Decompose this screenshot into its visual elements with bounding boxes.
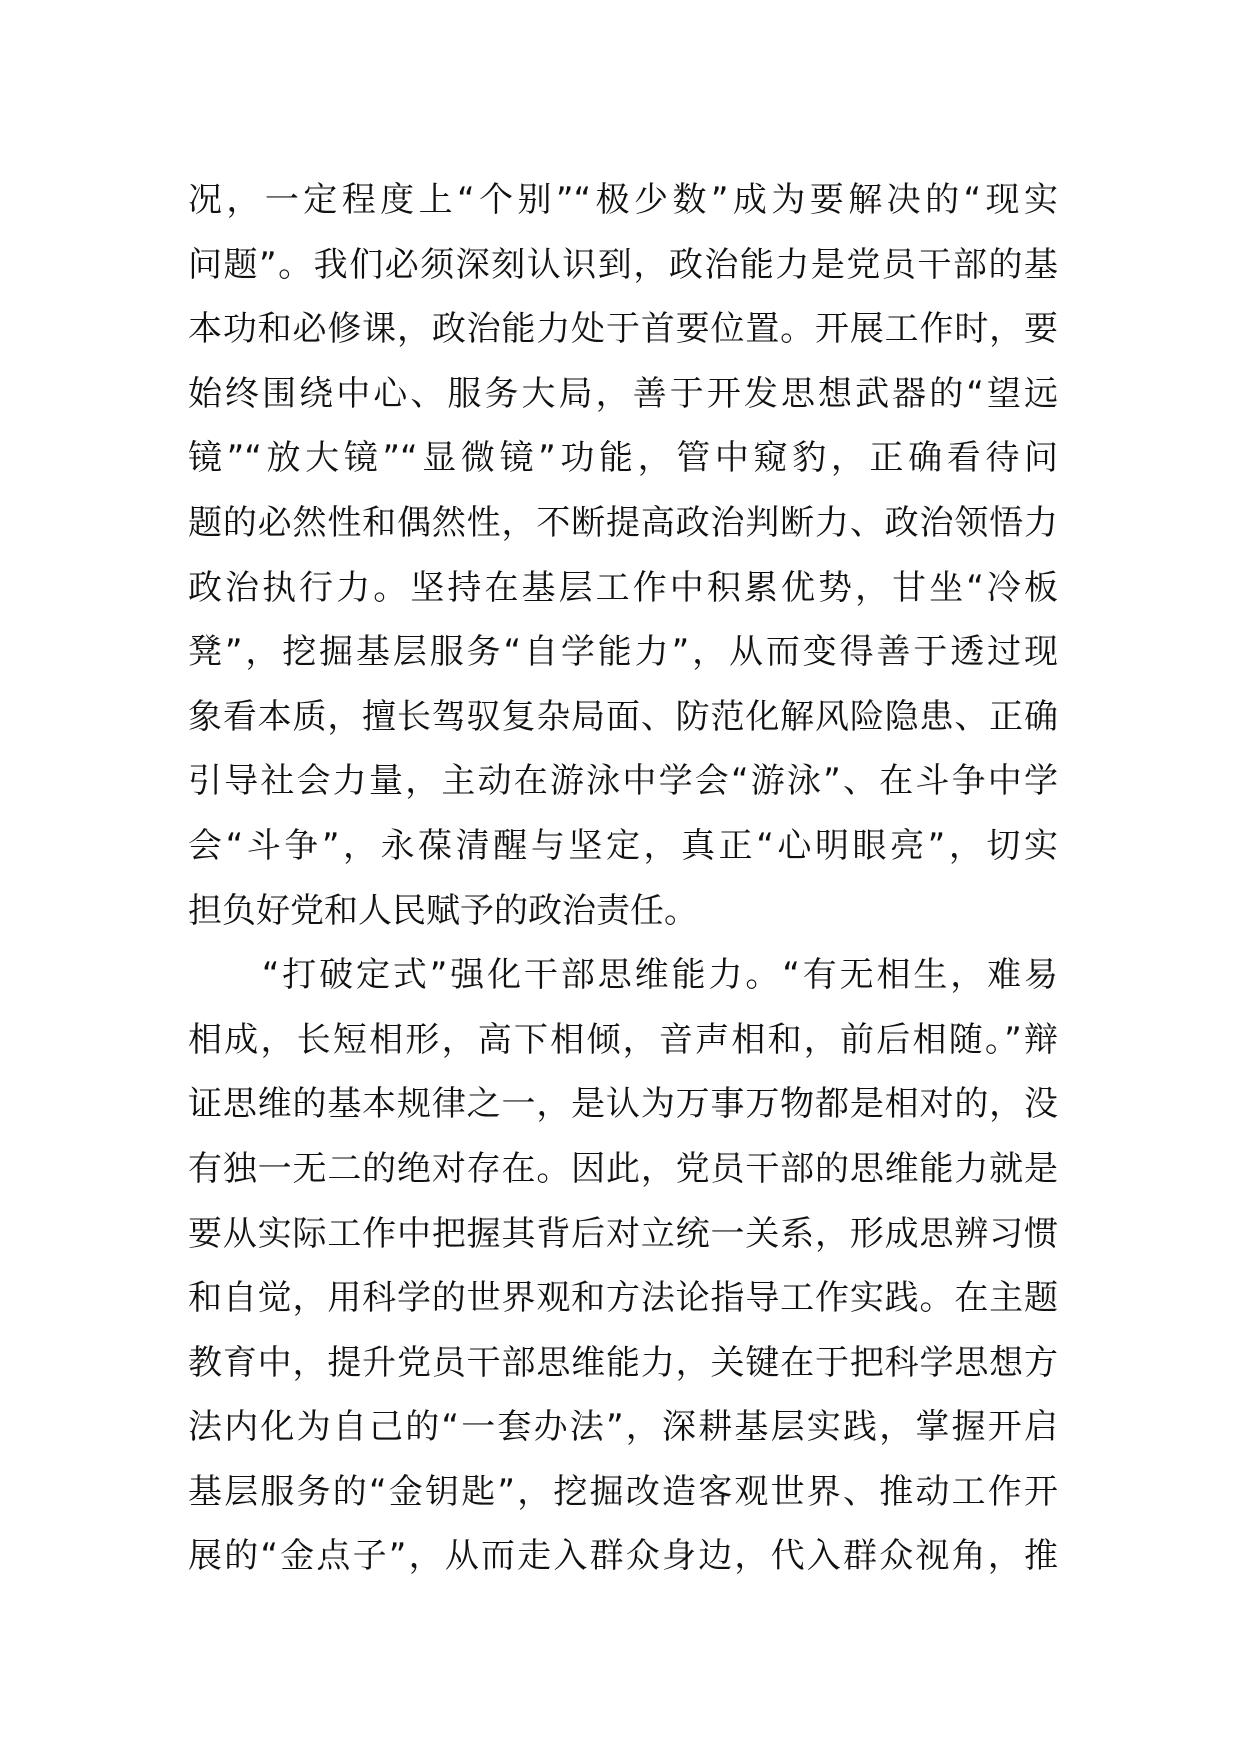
text-line: 法内化为自己的“一套办法”，深耕基层实践，掌握开启 bbox=[188, 1407, 1058, 1448]
text-line: 况，一定程度上“个别”“极少数”成为要解决的“现实 bbox=[188, 180, 1058, 220]
text-line: 会“斗争”，永葆清醒与坚定，真正“心明眼亮”，切实 bbox=[188, 825, 1058, 866]
text-line: 基层服务的“金钥匙”，挖掘改造客观世界、推动工作开 bbox=[188, 1471, 1058, 1512]
body-text bbox=[188, 168, 1058, 1589]
text-line: 凳”，挖掘基层服务“自学能力”，从而变得善于透过现 bbox=[188, 632, 1058, 673]
text-line: 镜”“放大镜”“显微镜”功能，管中窥豹，正确看待问 bbox=[188, 438, 1058, 479]
text-line: 本功和必修课，政治能力处于首要位置。开展工作时，要 bbox=[188, 309, 1058, 350]
text-line: 政治执行力。坚持在基层工作中积累优势，甘坐“冷板 bbox=[188, 567, 1058, 608]
text-line: 要从实际工作中把握其背后对立统一关系，形成思辨习惯 bbox=[188, 1213, 1058, 1254]
text-line: 有独一无二的绝对存在。因此，党员干部的思维能力就是 bbox=[188, 1148, 1058, 1189]
text-line: 和自觉，用科学的世界观和方法论指导工作实践。在主题 bbox=[188, 1278, 1058, 1319]
text-line: 相成，长短相形，高下相倾，音声相和，前后相随。”辩 bbox=[188, 1019, 1058, 1060]
paragraph-end-line: 担负好党和人民赋予的政治责任。 bbox=[188, 890, 698, 931]
text-line: 证思维的基本规律之一，是认为万事万物都是相对的，没 bbox=[188, 1084, 1058, 1125]
text-line: 始终围绕中心、服务大局，善于开发思想武器的“望远 bbox=[188, 373, 1058, 414]
text-line: 展的“金点子”，从而走入群众身边，代入群众视角，推 bbox=[188, 1536, 1058, 1577]
text-line: 问题”。我们必须深刻认识到，政治能力是党员干部的基 bbox=[188, 244, 1058, 285]
text-line: 题的必然性和偶然性，不断提高政治判断力、政治领悟力 bbox=[188, 502, 1058, 543]
text-line: 象看本质，擅长驾驭复杂局面、防范化解风险隐患、正确 bbox=[188, 696, 1058, 737]
text-line: 教育中，提升党员干部思维能力，关键在于把科学思想方 bbox=[188, 1342, 1058, 1383]
text-line: 引导社会力量，主动在游泳中学会“游泳”、在斗争中学 bbox=[188, 761, 1058, 802]
paragraph-first-line: “打破定式”强化干部思维能力。“有无相生，难易 bbox=[188, 955, 1058, 996]
